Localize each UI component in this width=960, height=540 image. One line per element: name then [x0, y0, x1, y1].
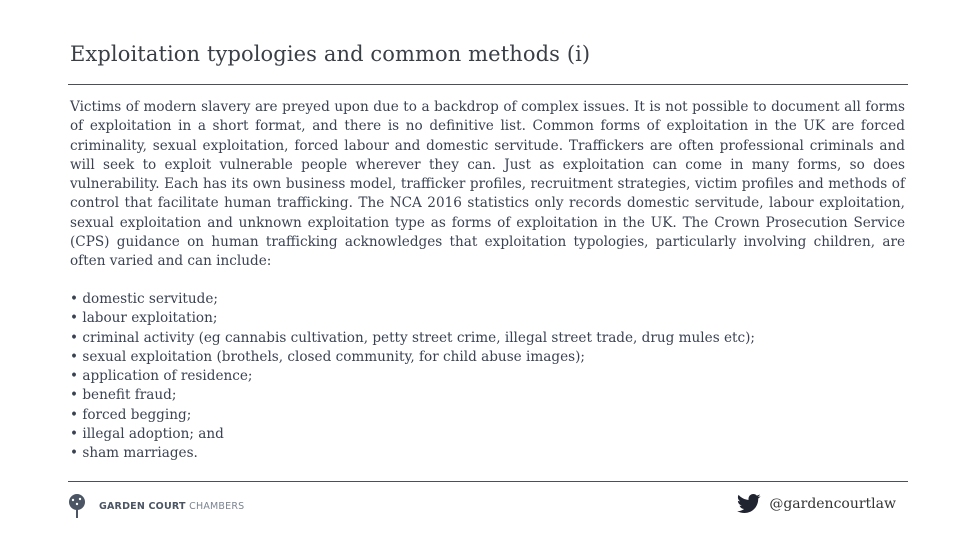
list-item: • benefit fraud; — [70, 386, 755, 405]
title-divider — [68, 84, 908, 85]
list-item: • forced begging; — [70, 406, 755, 425]
twitter-link[interactable] — [737, 494, 896, 514]
list-item: • domestic servitude; — [70, 290, 755, 309]
exploitation-list — [70, 290, 755, 464]
list-item: • sham marriages. — [70, 444, 755, 463]
slide-title: Exploitation typologies and common methods (i) — [70, 42, 591, 66]
list-item: • application of residence; — [70, 367, 755, 386]
logo-wordmark-bold: GARDEN COURT — [99, 500, 186, 512]
twitter-icon — [737, 494, 761, 514]
list-item: • labour exploitation; — [70, 309, 755, 328]
list-item: • criminal activity (eg cannabis cultivation, petty street crime, illegal street trade, drug mules etc); — [70, 329, 755, 348]
chambers-logo — [66, 493, 244, 519]
body-paragraph: Victims of modern slavery are preyed upon due to a backdrop of complex issues. It is not possible to document all forms of exploitation in a short format, and there is no definitive list. Common forms of exploitation in the UK are forced criminality, sexual exploitation, forced labour and domestic servitude. Traffickers are often professional criminals and will seek to exploit vulnerable people wherever they can. Just as exploitation can come in many forms, so does vulnerability. Each has its own business model, trafficker profiles, recruitment strategies, victim profiles and methods of control that facilitate human trafficking. The NCA 2016 statistics only records domestic servitude, labour exploitation, sexual exploitation and unknown exploitation type as forms of exploitation in the UK. The Crown Prosecution Service (CPS) guidance on human trafficking acknowledges that exploitation typologies, particularly involving children, are often varied and can include: — [70, 99, 905, 270]
list-item: • illegal adoption; and — [70, 425, 755, 444]
logo-wordmark-light: CHAMBERS — [189, 500, 245, 512]
twitter-handle[interactable]: @gardencourtlaw — [769, 496, 896, 512]
list-item: • sexual exploitation (brothels, closed community, for child abuse images); — [70, 348, 755, 367]
tree-logo-icon — [66, 493, 88, 519]
logo-wordmark — [99, 501, 244, 512]
footer-divider — [68, 481, 908, 482]
